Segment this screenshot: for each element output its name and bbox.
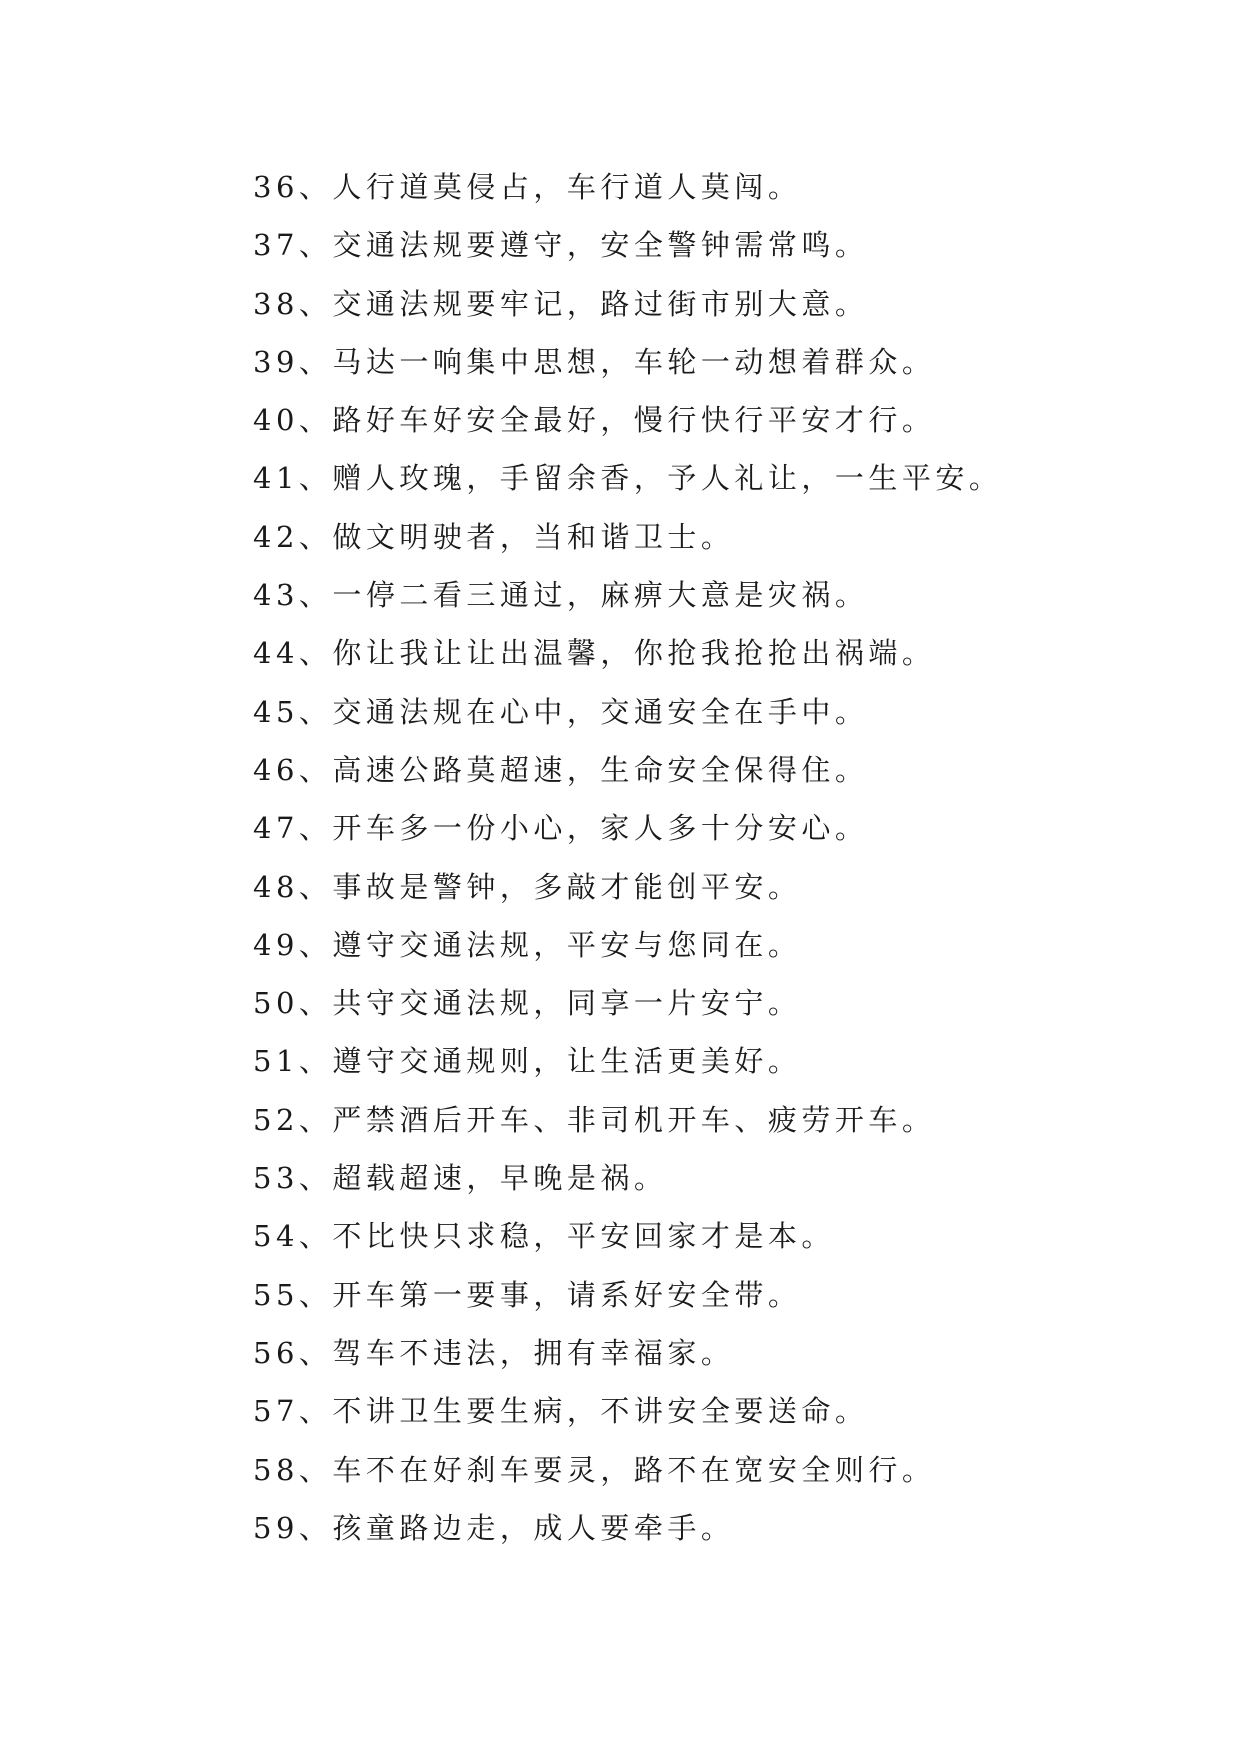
- list-item: 55、开车第一要事，请系好安全带。: [253, 1277, 802, 1312]
- list-item: 54、不比快只求稳，平安回家才是本。: [253, 1219, 835, 1254]
- list-item: 46、高速公路莫超速，生命安全保得住。: [253, 752, 869, 787]
- list-item: 41、赠人玫瑰，手留余香，予人礼让，一生平安。: [253, 461, 1003, 496]
- list-item: 58、车不在好刹车要灵，路不在宽安全则行。: [253, 1452, 936, 1487]
- list-item: 42、做文明驶者，当和谐卫士。: [253, 519, 735, 554]
- list-item: 50、共守交通法规，同享一片安宁。: [253, 986, 802, 1021]
- list-item: 38、交通法规要牢记，路过街市别大意。: [253, 286, 869, 321]
- list-item: 44、你让我让让出温馨，你抢我抢抢出祸端。: [253, 636, 936, 671]
- list-item: 37、交通法规要遵守，安全警钟需常鸣。: [253, 228, 869, 263]
- list-item: 39、马达一响集中思想，车轮一动想着群众。: [253, 344, 936, 379]
- list-item: 52、严禁酒后开车、非司机开车、疲劳开车。: [253, 1102, 936, 1137]
- list-item: 49、遵守交通法规，平安与您同在。: [253, 927, 802, 962]
- list-item: 47、开车多一份小心，家人多十分安心。: [253, 811, 869, 846]
- list-item: 51、遵守交通规则，让生活更美好。: [253, 1044, 802, 1079]
- list-item: 53、超载超速，早晚是祸。: [253, 1161, 668, 1196]
- list-item: 59、孩童路边走，成人要牵手。: [253, 1510, 735, 1545]
- list-item: 48、事故是警钟，多敲才能创平安。: [253, 869, 802, 904]
- list-item: 45、交通法规在心中，交通安全在手中。: [253, 694, 869, 729]
- list-item: 40、路好车好安全最好，慢行快行平安才行。: [253, 403, 936, 438]
- list-item: 57、不讲卫生要生病，不讲安全要送命。: [253, 1394, 869, 1429]
- list-item: 36、人行道莫侵占，车行道人莫闯。: [253, 170, 802, 204]
- list-item: 56、驾车不违法，拥有幸福家。: [253, 1335, 735, 1370]
- list-item: 43、一停二看三通过，麻痹大意是灾祸。: [253, 578, 869, 613]
- slogan-list: [253, 158, 1002, 1557]
